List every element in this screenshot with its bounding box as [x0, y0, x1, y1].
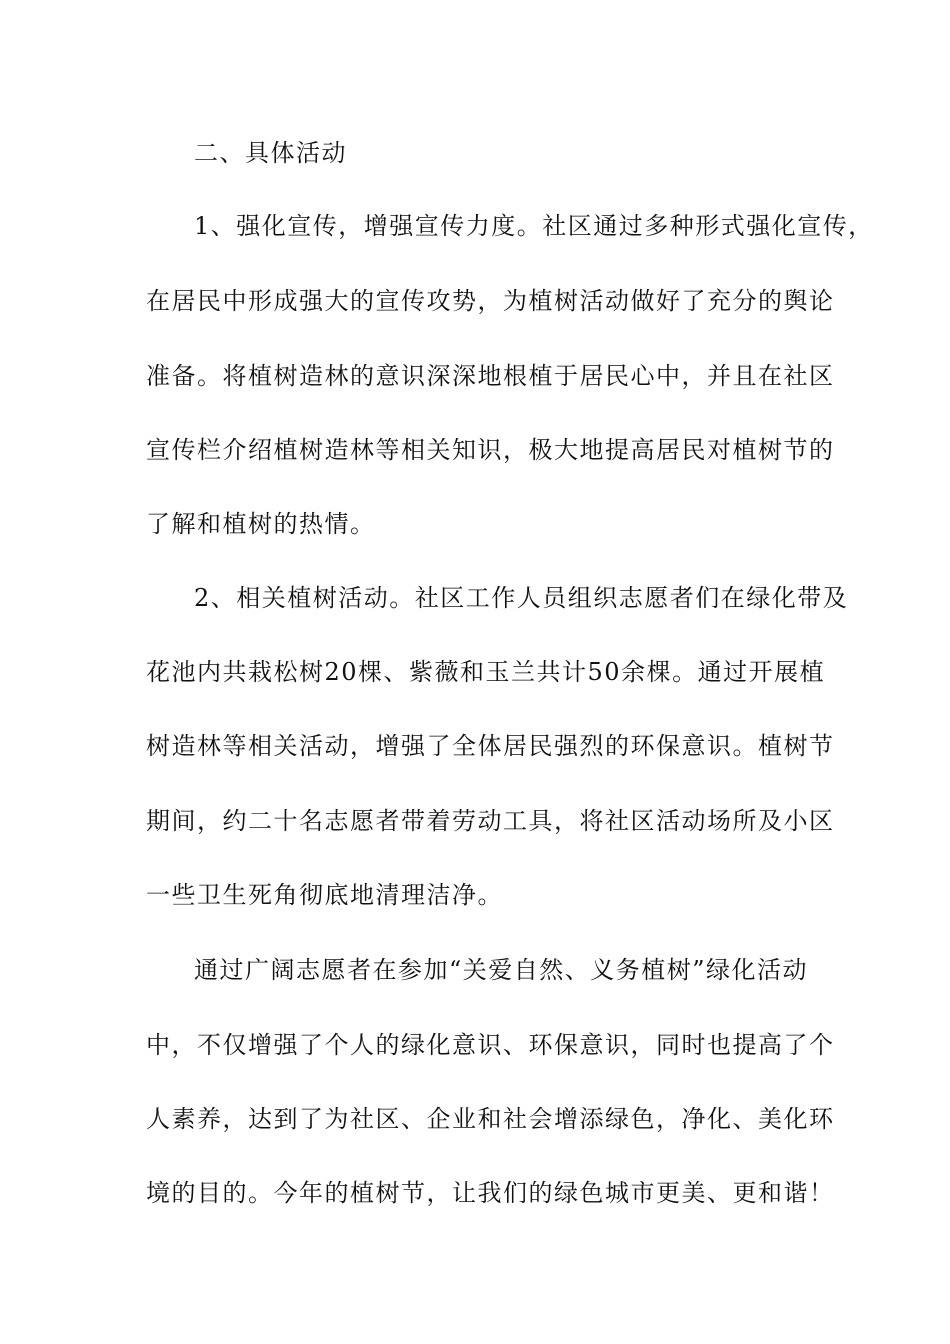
paragraph-1-line-3: 准备。将植树造林的意识深深地根植于居民心中，并且在社区 [146, 362, 835, 390]
paragraph-2-line-4: 期间，约二十名志愿者带着劳动工具，将社区活动场所及小区 [146, 807, 835, 835]
paragraph-1-line-4: 宣传栏介绍植树造林等相关知识，极大地提高居民对植树节的 [146, 436, 835, 464]
paragraph-3-line-1: 通过广阔志愿者在参加“关爱自然、义务植树”绿化活动 [194, 956, 809, 984]
section-heading: 二、具体活动 [194, 139, 347, 167]
paragraph-2-line-1: 2、相关植树活动。社区工作人员组织志愿者们在绿化带及 [194, 584, 849, 612]
paragraph-3-line-2: 中，不仅增强了个人的绿化意识、环保意识，同时也提高了个 [146, 1031, 835, 1059]
paragraph-1-line-1: 1、强化宣传，增强宣传力度。社区通过多种形式强化宣传， [194, 212, 874, 240]
paragraph-2-line-2: 花池内共栽松树20棵、紫薇和玉兰共计50余棵。通过开展植 [146, 658, 826, 686]
paragraph-1-line-5: 了解和植树的热情。 [146, 510, 376, 538]
paragraph-2-line-5: 一些卫生死角彻底地清理洁净。 [146, 881, 503, 909]
paragraph-2-line-3: 树造林等相关活动，增强了全体居民强烈的环保意识。植树节 [146, 732, 835, 760]
paragraph-1-line-2: 在居民中形成强大的宣传攻势，为植树活动做好了充分的舆论 [146, 287, 835, 315]
paragraph-3-line-4: 境的目的。今年的植树节，让我们的绿色城市更美、更和谐！ [146, 1179, 835, 1207]
paragraph-3-line-3: 人素养，达到了为社区、企业和社会增添绿色，净化、美化环 [146, 1105, 835, 1133]
